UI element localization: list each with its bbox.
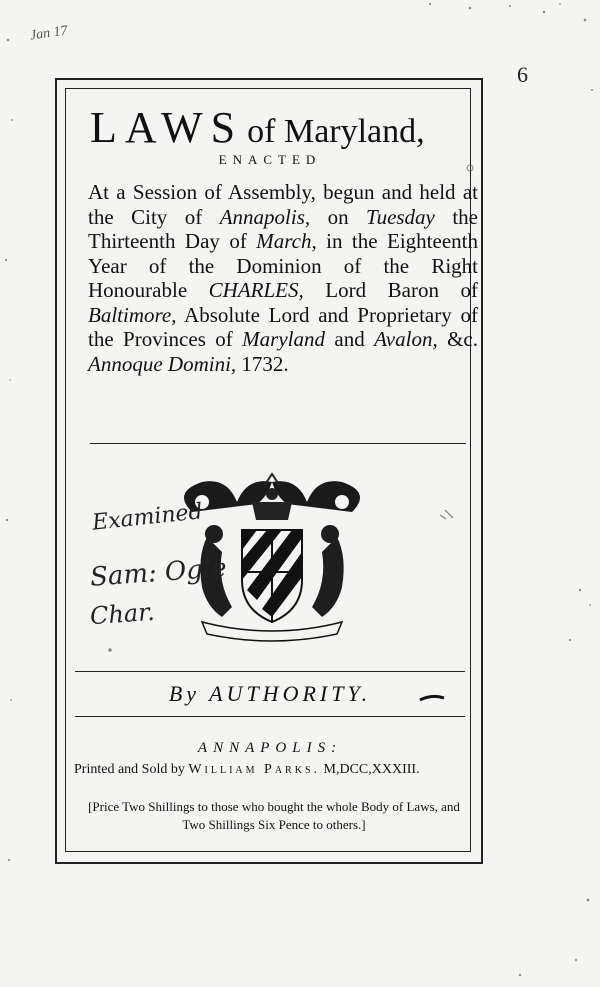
- imprint-date: M,DCC,XXXIII.: [320, 762, 420, 777]
- enacted-heading: ENACTED: [218, 152, 322, 167]
- body-text: the Thirteenth Day of: [88, 204, 479, 253]
- body-tuesday: Tuesday: [366, 204, 435, 229]
- body-text: on: [310, 204, 367, 229]
- by-authority: By AUTHORITY.: [168, 681, 372, 706]
- rule-upper: [90, 443, 466, 444]
- manuscript-examined: Examined: [90, 499, 204, 536]
- rule-lower: [75, 716, 465, 717]
- manuscript-char: Char.: [89, 597, 156, 631]
- title-laws: LAWS: [90, 103, 244, 152]
- body-baltimore: Baltimore,: [88, 302, 177, 327]
- imprint-printer-line: [74, 762, 474, 778]
- body-avalon: Avalon,: [374, 327, 438, 351]
- page-number: 6: [517, 62, 528, 87]
- body-text: and: [325, 327, 375, 351]
- body-march: March,: [256, 229, 317, 253]
- session-description: [88, 180, 478, 376]
- imprint-printed-by: Printed and Sold by: [74, 762, 189, 777]
- body-charles: CHARLES,: [208, 278, 304, 302]
- page-title: [90, 102, 480, 153]
- body-text: At a Session of Assembly, begun and held at the City of: [88, 180, 478, 229]
- body-text: &c.: [437, 327, 479, 351]
- rule-middle: [75, 671, 465, 672]
- body-year: 1732.: [236, 351, 289, 376]
- body-text: Absolute Lord and Proprietary of the Provinces of: [88, 302, 478, 351]
- body-text: in the Eighteenth Year of the Dominion of the Right Honourable: [88, 229, 478, 302]
- imprint-price: [Price Two Shillings to those who bought the whole Body of Laws, and Two Shillings Six Pence to others.]: [88, 799, 460, 832]
- title-of-maryland: of Maryland,: [247, 113, 425, 150]
- imprint-printer: William Parks.: [188, 762, 321, 777]
- body-text: Lord Baron of: [303, 278, 478, 302]
- corner-pencil-note: Jan 17: [29, 23, 69, 44]
- body-maryland: Maryland: [242, 327, 325, 351]
- body-anno-domini: Annoque Domini,: [88, 351, 237, 376]
- imprint-city: ANNAPOLIS:: [197, 740, 343, 756]
- body-annapolis: Annapolis,: [219, 204, 311, 229]
- manuscript-signature: Sam: Ogle: [89, 553, 228, 593]
